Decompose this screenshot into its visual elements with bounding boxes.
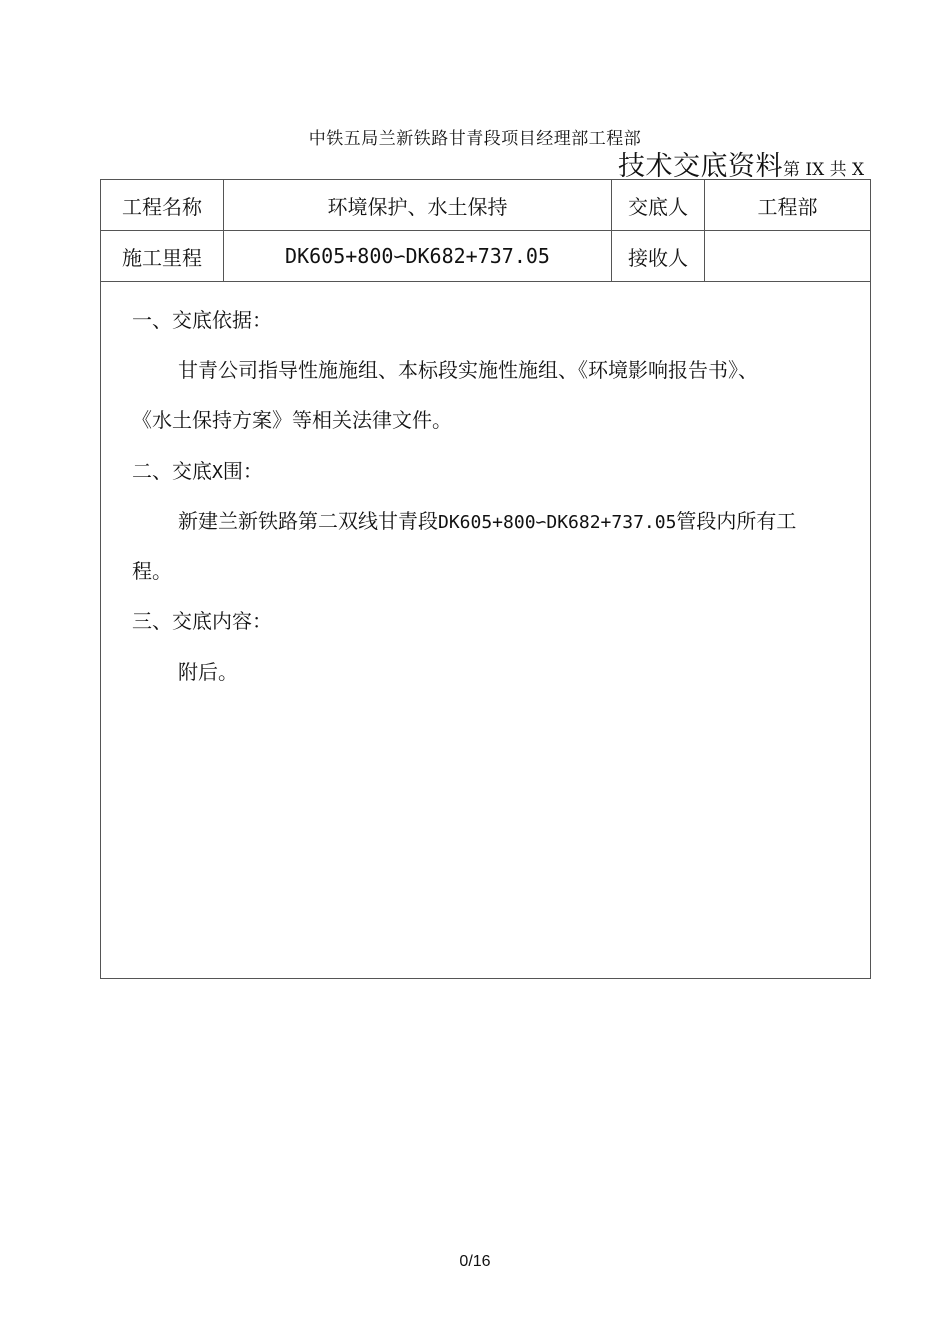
project-name-value: 环境保护、水土保持 (224, 180, 612, 231)
section3-heading: 三、交底内容： (132, 609, 272, 633)
mileage-label: 施工里程 (101, 231, 224, 282)
receiver-label: 接收人 (612, 231, 705, 282)
mileage-value: DK605+800∽DK682+737.05 (224, 231, 612, 282)
briefing-content-cell (101, 282, 871, 979)
briefing-content (101, 282, 870, 978)
section1-line1: 甘青公司指导性施施组、本标段实施性施组、《环境影响报告书》、 (178, 358, 758, 382)
page-info: 第 IX 共 X (783, 160, 865, 180)
table-row (101, 231, 871, 282)
section1-heading: 一、交底依据： (132, 308, 272, 332)
section2-line1 (178, 505, 796, 534)
section3-line1: 附后。 (178, 660, 238, 684)
briefer-label: 交底人 (612, 180, 705, 231)
page-number: 0/16 (459, 1253, 491, 1270)
section2-heading-part2: X (212, 462, 223, 483)
receiver-value (705, 231, 871, 282)
section2-heading-part1: 二、交底 (132, 459, 212, 483)
section2-line1-part3: 管段内所有工 (676, 509, 797, 533)
section2-line2: 程。 (132, 559, 172, 583)
document-title: 技术交底资料 (618, 151, 783, 182)
organization-header: 中铁五局兰新铁路甘青段项目经理部工程部 (308, 129, 642, 149)
briefing-table (100, 179, 871, 979)
table-row (101, 180, 871, 231)
section1-line2: 《水土保持方案》等相关法律文件。 (132, 408, 452, 432)
section2-heading-part3: 围： (222, 459, 263, 483)
section2-line1-part2: DK605+800∽DK682+737.05 (438, 512, 677, 533)
section2-line1-part1: 新建兰新铁路第二双线甘青段 (178, 509, 438, 533)
section2-heading (132, 455, 263, 484)
project-name-label: 工程名称 (101, 180, 224, 231)
table-row (101, 282, 871, 979)
document-title-line (618, 144, 864, 183)
briefer-value: 工程部 (705, 180, 871, 231)
